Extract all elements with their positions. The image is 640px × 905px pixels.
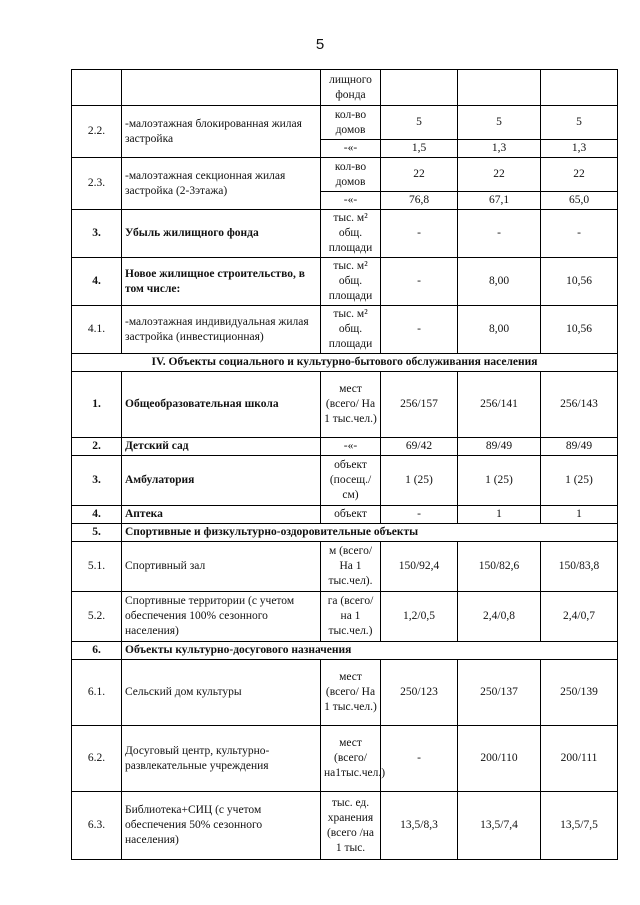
section-title: Объекты культурно-досугового назначения xyxy=(122,642,618,660)
table-row xyxy=(72,158,618,192)
row-number: 2. xyxy=(72,438,122,456)
value-cell-1: 69/42 xyxy=(381,438,458,456)
value-cell-2: 1,3 xyxy=(458,140,541,158)
table-row xyxy=(72,372,618,438)
value-cell-3: 65,0 xyxy=(541,192,618,210)
unit-cell: тыс. м² общ. площади xyxy=(321,306,381,354)
row-number xyxy=(72,70,122,106)
row-number: 5.2. xyxy=(72,592,122,642)
table-row xyxy=(72,106,618,140)
value-cell-2: 1 (25) xyxy=(458,456,541,506)
row-number: 1. xyxy=(72,372,122,438)
row-number: 4. xyxy=(72,506,122,524)
value-cell-1: 5 xyxy=(381,106,458,140)
indicator-name: -малоэтажная блокированная жилая застройка xyxy=(122,106,321,158)
section-row xyxy=(72,642,618,660)
indicator-name: Аптека xyxy=(122,506,321,524)
value-cell-2 xyxy=(458,70,541,106)
unit-cell: мест (всего/ На 1 тыс.чел.) xyxy=(321,372,381,438)
value-cell-3: 10,56 xyxy=(541,306,618,354)
indicator-name: Досуговый центр, культурно-развлекательные учреждения xyxy=(122,726,321,792)
row-number: 6.2. xyxy=(72,726,122,792)
value-cell-3: 22 xyxy=(541,158,618,192)
value-cell-1: 150/92,4 xyxy=(381,542,458,592)
value-cell-2: 67,1 xyxy=(458,192,541,210)
unit-cell: объект xyxy=(321,506,381,524)
value-cell-2: 2,4/0,8 xyxy=(458,592,541,642)
indicator-name: Спортивные территории (с учетом обеспечения 100% сезонного населения) xyxy=(122,592,321,642)
unit-cell: лищного фонда xyxy=(321,70,381,106)
unit-cell: га (всего/ на 1 тыс.чел.) xyxy=(321,592,381,642)
unit-cell: мест (всего/ На 1 тыс.чел.) xyxy=(321,660,381,726)
value-cell-1: - xyxy=(381,210,458,258)
unit-cell: тыс. ед. хранения (всего /на 1 тыс. xyxy=(321,792,381,860)
value-cell-1: - xyxy=(381,258,458,306)
value-cell-1: 22 xyxy=(381,158,458,192)
value-cell-3: 256/143 xyxy=(541,372,618,438)
value-cell-2: 8,00 xyxy=(458,306,541,354)
page-number: 5 xyxy=(315,36,325,53)
table-row xyxy=(72,542,618,592)
value-cell-1: - xyxy=(381,306,458,354)
unit-cell: кол-во домов xyxy=(321,158,381,192)
value-cell-2: 250/137 xyxy=(458,660,541,726)
value-cell-2: 150/82,6 xyxy=(458,542,541,592)
table-row xyxy=(72,258,618,306)
value-cell-1: 1,5 xyxy=(381,140,458,158)
value-cell-2: 200/110 xyxy=(458,726,541,792)
indicator-name: Общеобразовательная школа xyxy=(122,372,321,438)
table-row xyxy=(72,306,618,354)
table-row xyxy=(72,438,618,456)
value-cell-3: 10,56 xyxy=(541,258,618,306)
indicator-name: Детский сад xyxy=(122,438,321,456)
value-cell-3: 1 (25) xyxy=(541,456,618,506)
value-cell-3: - xyxy=(541,210,618,258)
value-cell-2: 8,00 xyxy=(458,258,541,306)
value-cell-3: 200/111 xyxy=(541,726,618,792)
section-row xyxy=(72,354,618,372)
indicator-name: Библиотека+СИЦ (с учетом обеспечения 50% сезонного населения) xyxy=(122,792,321,860)
indicator-name: Сельский дом культуры xyxy=(122,660,321,726)
section-title: Спортивные и физкультурно-оздоровительные объекты xyxy=(122,524,618,542)
value-cell-3: 89/49 xyxy=(541,438,618,456)
table-row xyxy=(72,70,618,106)
value-cell-2: 5 xyxy=(458,106,541,140)
table-row xyxy=(72,792,618,860)
value-cell-1: - xyxy=(381,726,458,792)
table-row xyxy=(72,210,618,258)
table-row xyxy=(72,592,618,642)
row-number: 5.1. xyxy=(72,542,122,592)
unit-cell: -«- xyxy=(321,140,381,158)
row-number: 2.3. xyxy=(72,158,122,210)
section-row xyxy=(72,524,618,542)
indicator-name: Убыль жилищного фонда xyxy=(122,210,321,258)
value-cell-1: 1 (25) xyxy=(381,456,458,506)
value-cell-1 xyxy=(381,70,458,106)
indicator-name: Амбулатория xyxy=(122,456,321,506)
row-number: 6.3. xyxy=(72,792,122,860)
value-cell-3: 1,3 xyxy=(541,140,618,158)
value-cell-1: 250/123 xyxy=(381,660,458,726)
indicator-name: -малоэтажная секционная жилая застройка (2-3этажа) xyxy=(122,158,321,210)
row-number: 5. xyxy=(72,524,122,542)
indicator-name: Новое жилищное строительство, в том числе: xyxy=(122,258,321,306)
indicator-name xyxy=(122,70,321,106)
value-cell-2: 13,5/7,4 xyxy=(458,792,541,860)
row-number: 4.1. xyxy=(72,306,122,354)
table-row xyxy=(72,506,618,524)
table-row xyxy=(72,726,618,792)
unit-cell: м (всего/ На 1 тыс.чел). xyxy=(321,542,381,592)
indicator-name: Спортивный зал xyxy=(122,542,321,592)
indicator-name: -малоэтажная индивидуальная жилая застройка (инвестиционная) xyxy=(122,306,321,354)
value-cell-3: 5 xyxy=(541,106,618,140)
table-row xyxy=(72,660,618,726)
unit-cell: -«- xyxy=(321,438,381,456)
value-cell-3: 13,5/7,5 xyxy=(541,792,618,860)
unit-cell: тыс. м² общ. площади xyxy=(321,258,381,306)
unit-cell: мест (всего/ на1тыс.чел.) xyxy=(321,726,381,792)
value-cell-2: 22 xyxy=(458,158,541,192)
unit-cell: тыс. м² общ. площади xyxy=(321,210,381,258)
row-number: 2.2. xyxy=(72,106,122,158)
value-cell-3: 1 xyxy=(541,506,618,524)
table-row xyxy=(72,456,618,506)
value-cell-3 xyxy=(541,70,618,106)
indicators-table xyxy=(71,69,618,860)
value-cell-2: 256/141 xyxy=(458,372,541,438)
value-cell-1: 76,8 xyxy=(381,192,458,210)
value-cell-2: 1 xyxy=(458,506,541,524)
value-cell-1: - xyxy=(381,506,458,524)
value-cell-3: 250/139 xyxy=(541,660,618,726)
row-number: 6. xyxy=(72,642,122,660)
value-cell-2: - xyxy=(458,210,541,258)
unit-cell: объект (посещ./см) xyxy=(321,456,381,506)
row-number: 4. xyxy=(72,258,122,306)
value-cell-1: 1,2/0,5 xyxy=(381,592,458,642)
value-cell-3: 150/83,8 xyxy=(541,542,618,592)
unit-cell: -«- xyxy=(321,192,381,210)
row-number: 3. xyxy=(72,210,122,258)
row-number: 3. xyxy=(72,456,122,506)
value-cell-3: 2,4/0,7 xyxy=(541,592,618,642)
row-number: 6.1. xyxy=(72,660,122,726)
table-body xyxy=(72,70,618,860)
value-cell-1: 13,5/8,3 xyxy=(381,792,458,860)
unit-cell: кол-во домов xyxy=(321,106,381,140)
value-cell-2: 89/49 xyxy=(458,438,541,456)
section-title: IV. Объекты социального и культурно-бытового обслуживания населения xyxy=(72,354,618,372)
value-cell-1: 256/157 xyxy=(381,372,458,438)
